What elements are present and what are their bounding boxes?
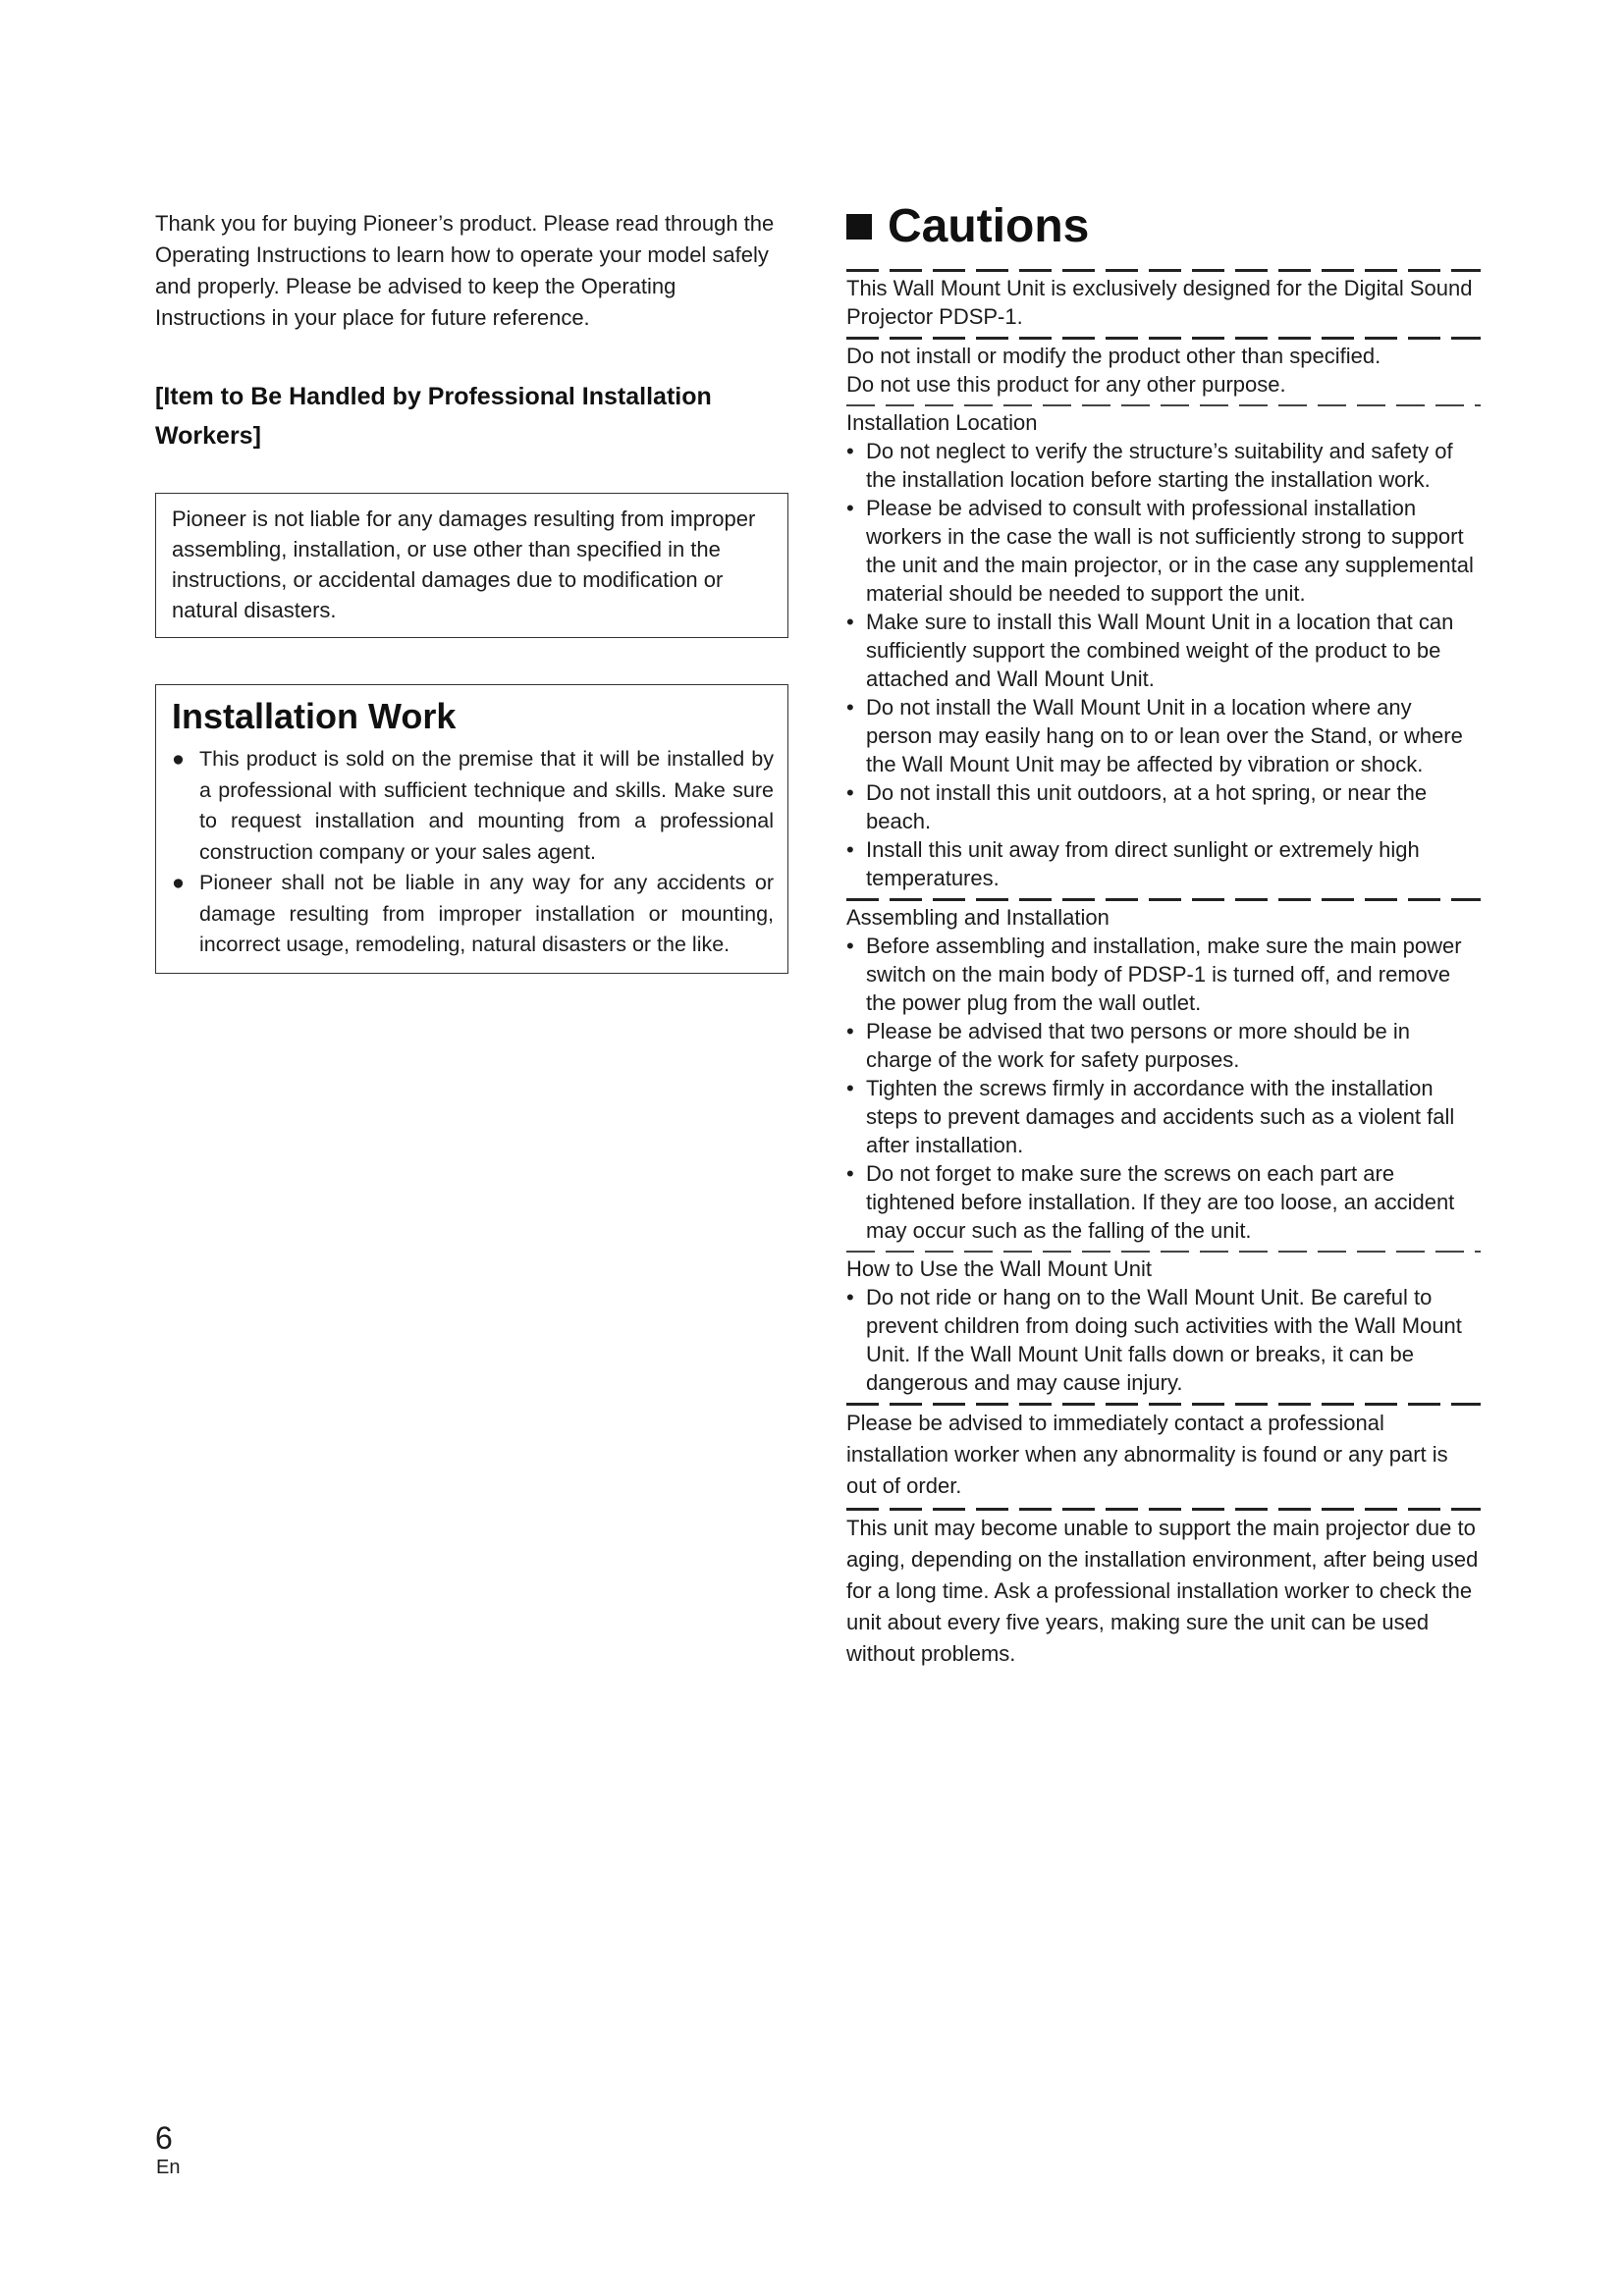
liability-notice-box: Pioneer is not liable for any damages resulting from improper assembling, installation, or use other than specified in the instructions, or accidental damages due to modification or natural disasters.	[155, 493, 788, 638]
cautions-title	[846, 196, 1481, 257]
intro-paragraph: Thank you for buying Pioneer’s product. Please read through the Operating Instructions to learn how to operate your model safely and properly. Please be advised to keep the Operating Instructions in your place for future reference.	[155, 211, 775, 330]
aging-notice-text: This unit may become unable to support the main projector due to aging, depending on the installation environment, after being used for a long time. Ask a professional installation worker to check the unit about every five years, making sure the unit can be used without problems.	[846, 1516, 1479, 1666]
installation-location-list	[846, 437, 1481, 892]
installation-work-text: Pioneer shall not be liable in any way for any accidents or damage resulting from improper installation or mounting, incorrect usage, remodeling, natural disasters or the like.	[199, 871, 774, 956]
installation-work-text: This product is sold on the premise that it will be installed by a professional with sufficient technique and skills. Make sure to request installation and mounting from a professional construction company or your sales agent.	[199, 747, 774, 864]
do-not-use-line: Do not use this product for any other purpose.	[846, 372, 1286, 397]
bullet-icon: •	[846, 1019, 854, 1043]
bullet-dot-icon: ●	[172, 747, 185, 771]
do-not-modify-text	[846, 342, 1481, 399]
do-not-modify-line: Do not install or modify the product other than specified.	[846, 344, 1381, 368]
assembling-heading: Assembling and Installation	[846, 905, 1110, 930]
list-item: • Please be advised that two persons or more should be in charge of the work for safety purposes.	[846, 1019, 1410, 1072]
list-item: • Tighten the screws firmly in accordance with the installation steps to prevent damages and accidents such as a violent fall after installation.	[846, 1076, 1455, 1157]
assembling-list	[846, 932, 1481, 1245]
bullet-icon: •	[846, 1161, 854, 1186]
list-item: • Do not install this unit outdoors, at a hot spring, or near the beach.	[846, 780, 1428, 833]
bullet-icon: •	[846, 780, 854, 805]
bullet-icon: •	[846, 439, 854, 463]
left-column	[155, 208, 788, 974]
dashed-divider	[846, 337, 1481, 340]
bullet-icon: •	[846, 837, 854, 862]
how-to-use-heading: How to Use the Wall Mount Unit	[846, 1256, 1152, 1281]
installation-work-item	[172, 868, 774, 961]
cautions-section	[846, 196, 1481, 1676]
list-item: • Make sure to install this Wall Mount Unit in a location that can sufficiently support the combined weight of the product to be attached and Wall Mount Unit.	[846, 610, 1454, 691]
designed-for-text: This Wall Mount Unit is exclusively designed for the Digital Sound Projector PDSP-1.	[846, 276, 1473, 329]
list-item: • Please be advised to consult with professional installation workers in the case the wall is not sufficiently strong to support the unit and the main projector, or in the case any supplemental material should be needed to support the unit.	[846, 496, 1474, 606]
page-language: En	[156, 2157, 181, 2178]
installation-work-item	[172, 744, 774, 868]
list-item: • Do not ride or hang on to the Wall Mount Unit. Be careful to prevent children from doing such activities with the Wall Mount Unit. If the Wall Mount Unit falls down or breaks, it can be dangerous and may cause injury.	[846, 1285, 1462, 1395]
bullet-icon: •	[846, 1076, 854, 1100]
bullet-icon: •	[846, 1285, 854, 1309]
cautions-title-text: Cautions	[888, 200, 1090, 252]
dashed-divider	[846, 1508, 1481, 1511]
how-to-use-list	[846, 1283, 1481, 1397]
installation-location-heading: Installation Location	[846, 410, 1038, 435]
bullet-icon: •	[846, 610, 854, 634]
list-item: • Do not neglect to verify the structure’s suitability and safety of the installation location before starting the installation work.	[846, 439, 1453, 492]
dashed-divider	[846, 269, 1481, 272]
professional-installation-heading: [Item to Be Handled by Professional Installation Workers]	[155, 383, 712, 450]
bullet-icon: •	[846, 496, 854, 520]
dashed-divider	[846, 898, 1481, 901]
installation-work-box	[155, 684, 788, 974]
dashed-divider	[846, 1403, 1481, 1406]
list-item: • Do not install the Wall Mount Unit in a location where any person may easily hang on to or lean over the Stand, or where the Wall Mount Unit may be affected by vibration or shock.	[846, 695, 1463, 776]
dashed-divider	[846, 1251, 1481, 1253]
contact-professional-text: Please be advised to immediately contact a professional installation worker when any abnormality is found or any part is out of order.	[846, 1411, 1448, 1498]
bullet-icon: •	[846, 695, 854, 720]
installation-work-title: Installation Work	[172, 696, 457, 736]
square-bullet-icon	[846, 214, 872, 240]
list-item: • Before assembling and installation, make sure the main power switch on the main body of PDSP-1 is turned off, and remove the power plug from the wall outlet.	[846, 934, 1462, 1015]
bullet-dot-icon: ●	[172, 871, 185, 894]
dashed-divider	[846, 404, 1481, 406]
page-number: 6	[155, 2120, 173, 2156]
list-item: • Do not forget to make sure the screws on each part are tightened before installation. If they are too loose, an accident may occur such as the falling of the unit.	[846, 1161, 1455, 1243]
list-item: • Install this unit away from direct sunlight or extremely high temperatures.	[846, 837, 1420, 890]
bullet-icon: •	[846, 934, 854, 958]
